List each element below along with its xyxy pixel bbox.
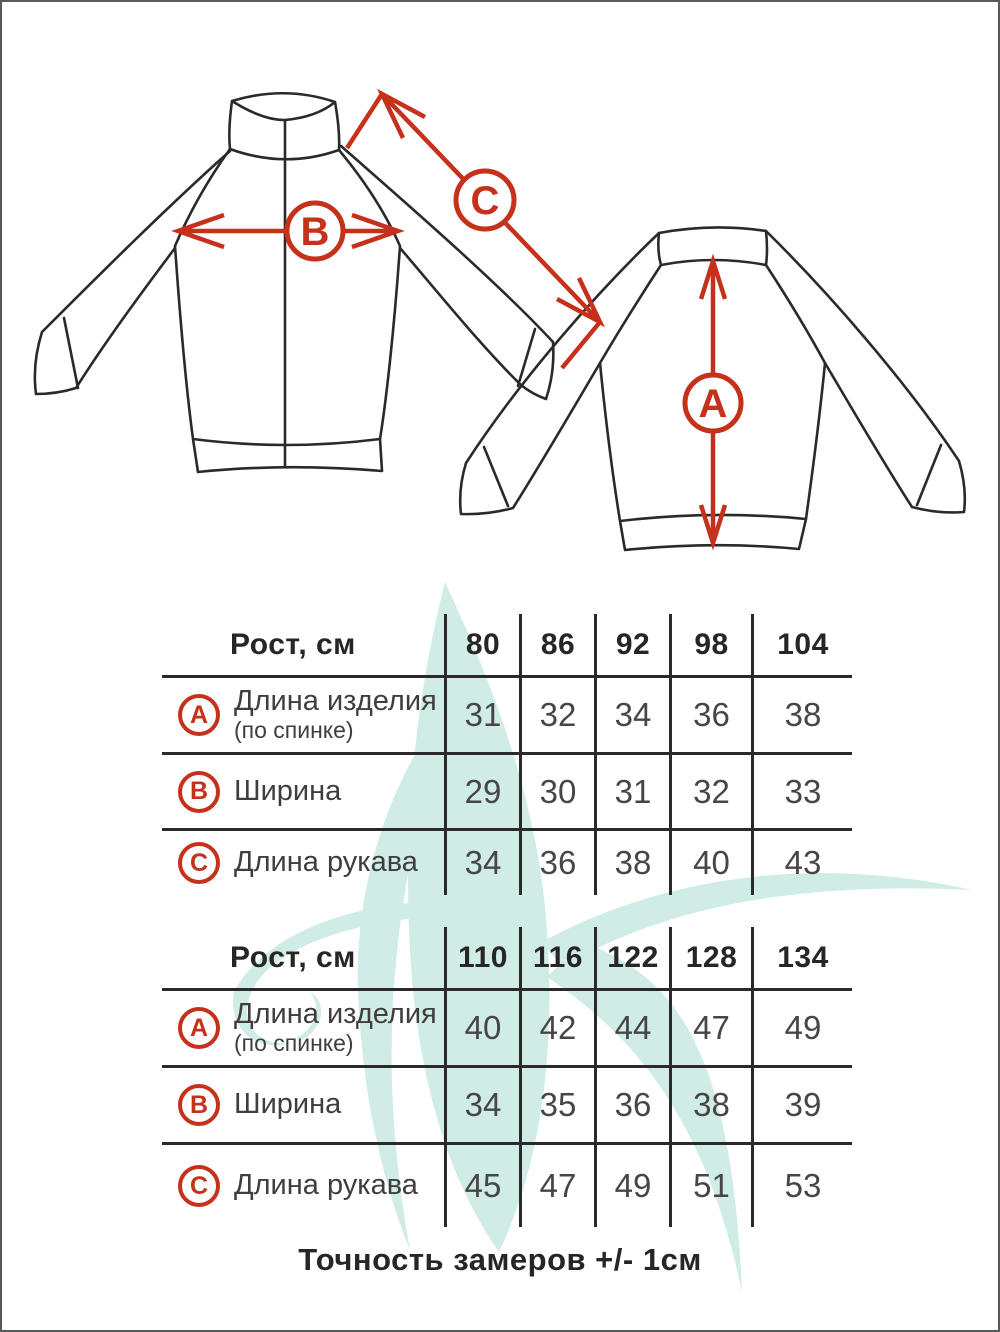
size-value-cell: 49 xyxy=(597,1145,672,1227)
header-size-cell: 122 xyxy=(597,927,672,991)
badge-a-letter: A xyxy=(698,382,728,426)
size-value-cell: 31 xyxy=(447,678,522,755)
size-value-cell: 33 xyxy=(754,755,852,831)
size-value-cell: 34 xyxy=(597,678,672,755)
size-value-cell: 36 xyxy=(597,1068,672,1145)
row-label-cell xyxy=(162,1068,447,1145)
header-size-cell: 86 xyxy=(522,614,597,678)
header-size-cell: 128 xyxy=(672,927,754,991)
header-size-cell: 80 xyxy=(447,614,522,678)
size-value-cell: 39 xyxy=(754,1068,852,1145)
header-size-cell: 98 xyxy=(672,614,754,678)
row-label-cell xyxy=(162,755,447,831)
row-label-text: Длина рукава xyxy=(234,1169,418,1202)
row-letter-badge: B xyxy=(178,1084,220,1126)
row-letter-badge: C xyxy=(178,1165,220,1207)
size-value-cell: 34 xyxy=(447,831,522,895)
size-value-cell: 32 xyxy=(522,678,597,755)
accuracy-note: Точность замеров +/- 1см xyxy=(298,1242,702,1277)
size-value-cell: 51 xyxy=(672,1145,754,1227)
size-value-cell: 32 xyxy=(672,755,754,831)
row-letter-badge: C xyxy=(178,842,220,884)
header-height-label: Рост, см xyxy=(162,614,447,678)
size-value-cell: 43 xyxy=(784,844,822,881)
row-label-text: Длина рукава xyxy=(234,846,418,879)
row-label-cell xyxy=(162,1145,447,1227)
measurement-arrows xyxy=(178,94,725,543)
size-value-cell: 38 xyxy=(597,831,672,895)
size-value-cell: 45 xyxy=(447,1145,522,1227)
row-label-text: Ширина xyxy=(234,1088,342,1121)
header-size-cell: 92 xyxy=(597,614,672,678)
row-letter-badge: A xyxy=(178,1007,220,1049)
row-label-cell xyxy=(162,678,447,755)
badge-c-letter: C xyxy=(470,179,500,223)
size-value-cell: 29 xyxy=(447,755,522,831)
size-value-cell: 40 xyxy=(447,991,522,1068)
row-label-cell xyxy=(162,991,447,1068)
size-value-cell: 42 xyxy=(522,991,597,1068)
size-value-cell: 49 xyxy=(754,991,852,1068)
size-value-cell: 38 xyxy=(672,1068,754,1145)
size-value-cell: 35 xyxy=(522,1068,597,1145)
jacket-diagram xyxy=(2,2,1000,577)
row-label-cell xyxy=(162,831,447,895)
size-value-cell: 44 xyxy=(597,991,672,1068)
size-value-cell: 31 xyxy=(597,755,672,831)
row-letter-badge: B xyxy=(178,771,220,813)
size-value-cell: 53 xyxy=(784,1167,822,1204)
header-size-cell: 104 xyxy=(754,614,852,678)
front-body xyxy=(175,120,400,472)
size-value-cell: 47 xyxy=(672,991,754,1068)
header-size-cell: 110 xyxy=(447,927,522,991)
row-label-text: Ширина xyxy=(234,774,342,807)
size-value-cell: 38 xyxy=(754,678,852,755)
size-value-cell: 47 xyxy=(522,1145,597,1227)
row-label-text: Длина изделия (по спинке) xyxy=(234,998,437,1057)
size-value-cell: 36 xyxy=(672,678,754,755)
row-letter-badge: A xyxy=(178,694,220,736)
size-value-cell: 30 xyxy=(522,755,597,831)
header-height-label: Рост, см xyxy=(162,927,447,991)
size-value-cell: 36 xyxy=(522,831,597,895)
size-value-cell: 34 xyxy=(447,1068,522,1145)
header-size-cell: 116 xyxy=(522,927,597,991)
header-size-cell: 134 xyxy=(754,927,852,991)
badge-b-letter: B xyxy=(300,210,330,254)
size-table-110-134 xyxy=(162,927,852,1227)
size-table-80-104 xyxy=(162,614,852,895)
size-value-cell: 40 xyxy=(672,831,754,895)
row-label-text: Длина изделия (по спинке) xyxy=(234,685,437,744)
jacket-front-drawing xyxy=(35,93,554,472)
